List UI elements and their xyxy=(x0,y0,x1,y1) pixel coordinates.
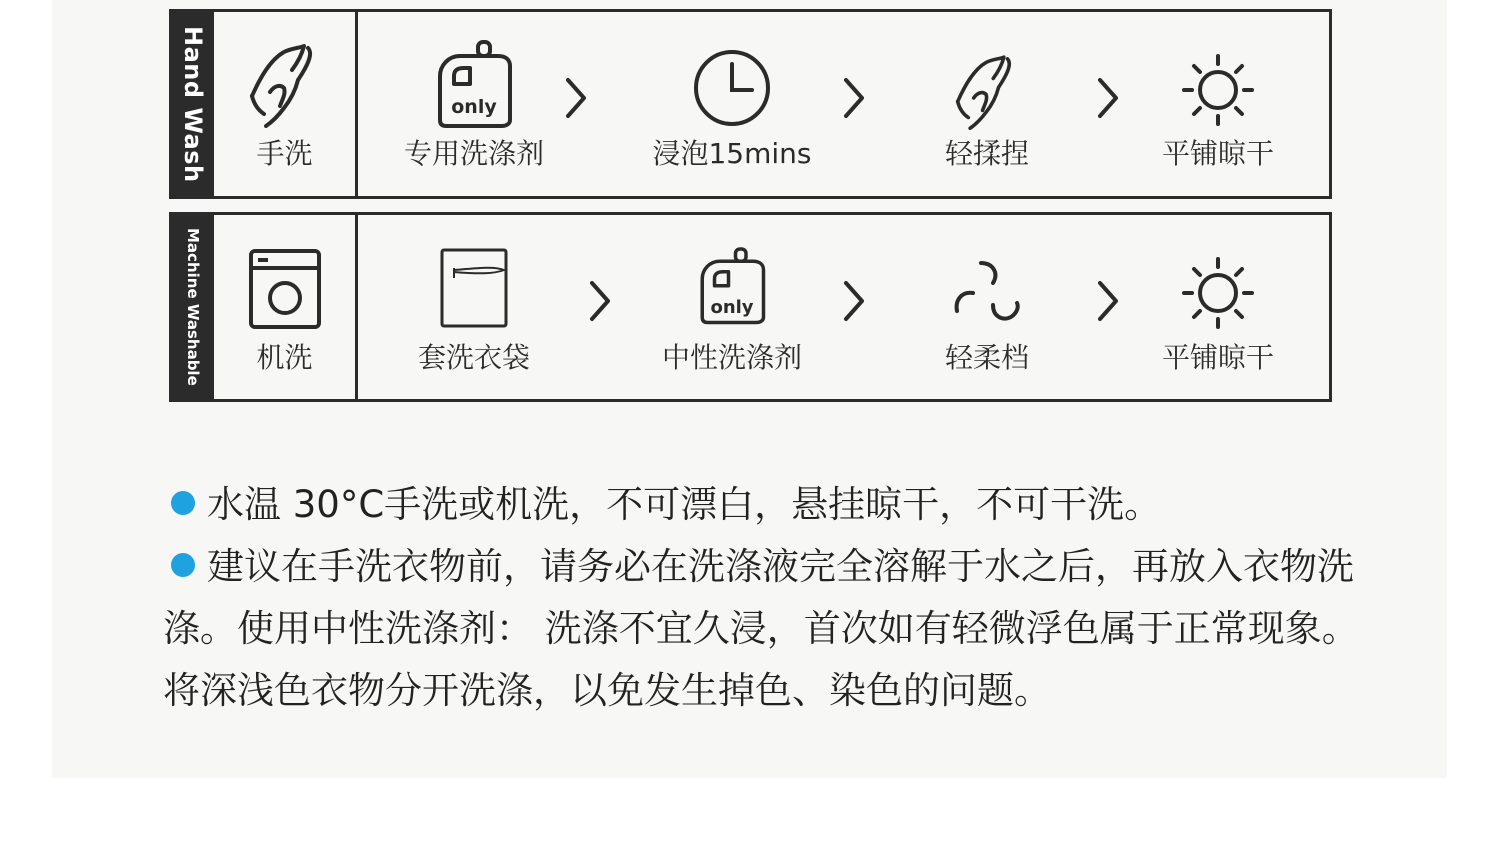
machine-step-gentle xyxy=(907,215,1067,399)
bullet-dot-icon xyxy=(171,553,195,577)
machine-step-detergent xyxy=(652,215,812,399)
note-item xyxy=(163,536,1393,722)
hand-step-1-label: 专用洗涤剂 xyxy=(403,137,544,170)
machine-step-4-label: 平铺晾干 xyxy=(1161,341,1274,374)
detergent-badge: only xyxy=(451,96,497,118)
hand-step-2-label: 浸泡15mins xyxy=(652,137,812,170)
hand-wash-method xyxy=(214,12,355,196)
chevron-right-icon xyxy=(1096,76,1120,120)
hand-wash-side-text: Hand Wash xyxy=(179,25,207,183)
hand-step-4-label: 平铺晾干 xyxy=(1161,137,1274,170)
chevron-right-icon xyxy=(1096,279,1120,323)
machine-wash-side-text: Machine Washable xyxy=(184,228,202,386)
note-item xyxy=(163,474,1393,536)
hand-icon xyxy=(947,50,1027,130)
laundry-bag-icon xyxy=(438,246,510,330)
hand-step-knead xyxy=(907,12,1067,196)
machine-step-1-label: 套洗衣袋 xyxy=(417,341,530,374)
chevron-right-icon xyxy=(588,279,612,323)
machine-step-dry xyxy=(1138,215,1298,399)
washing-machine-icon xyxy=(248,248,322,330)
machine-wash-panel xyxy=(169,212,1332,402)
machine-step-2-label: 中性洗涤剂 xyxy=(661,341,802,374)
hand-wash-panel xyxy=(169,9,1332,199)
sun-icon xyxy=(1180,52,1256,128)
hand-step-detergent xyxy=(394,12,554,196)
hand-icon xyxy=(240,38,330,128)
bullet-dot-icon xyxy=(171,491,195,515)
hand-wash-method-label: 手洗 xyxy=(256,137,313,170)
hand-step-soak xyxy=(652,12,812,196)
sun-icon xyxy=(1180,255,1256,331)
chevron-right-icon xyxy=(842,76,866,120)
note-text-1: 水温 30°C手洗或机洗，不可漂白，悬挂晾干，不可干洗。 xyxy=(207,483,1162,526)
machine-wash-method xyxy=(214,215,355,399)
hand-step-3-label: 轻揉捏 xyxy=(944,137,1029,170)
gentle-cycle-icon xyxy=(949,255,1025,331)
machine-step-3-label: 轻柔档 xyxy=(944,341,1029,374)
clock-icon xyxy=(692,48,772,128)
machine-wash-method-label: 机洗 xyxy=(256,341,313,374)
detergent-badge: only xyxy=(710,297,754,318)
care-notes xyxy=(163,474,1393,722)
hand-step-dry xyxy=(1138,12,1298,196)
machine-step-bag xyxy=(394,215,554,399)
note-text-2: 建议在手洗衣物前，请务必在洗涤液完全溶解于水之后，再放入衣物洗涤。使用中性洗涤剂： 洗涤不宜久浸，首次如有轻微浮色属于正常现象。将深浅色衣物分开洗涤，以免发生掉色、染色的问题。 xyxy=(163,545,1359,712)
chevron-right-icon xyxy=(564,76,588,120)
chevron-right-icon xyxy=(842,279,866,323)
